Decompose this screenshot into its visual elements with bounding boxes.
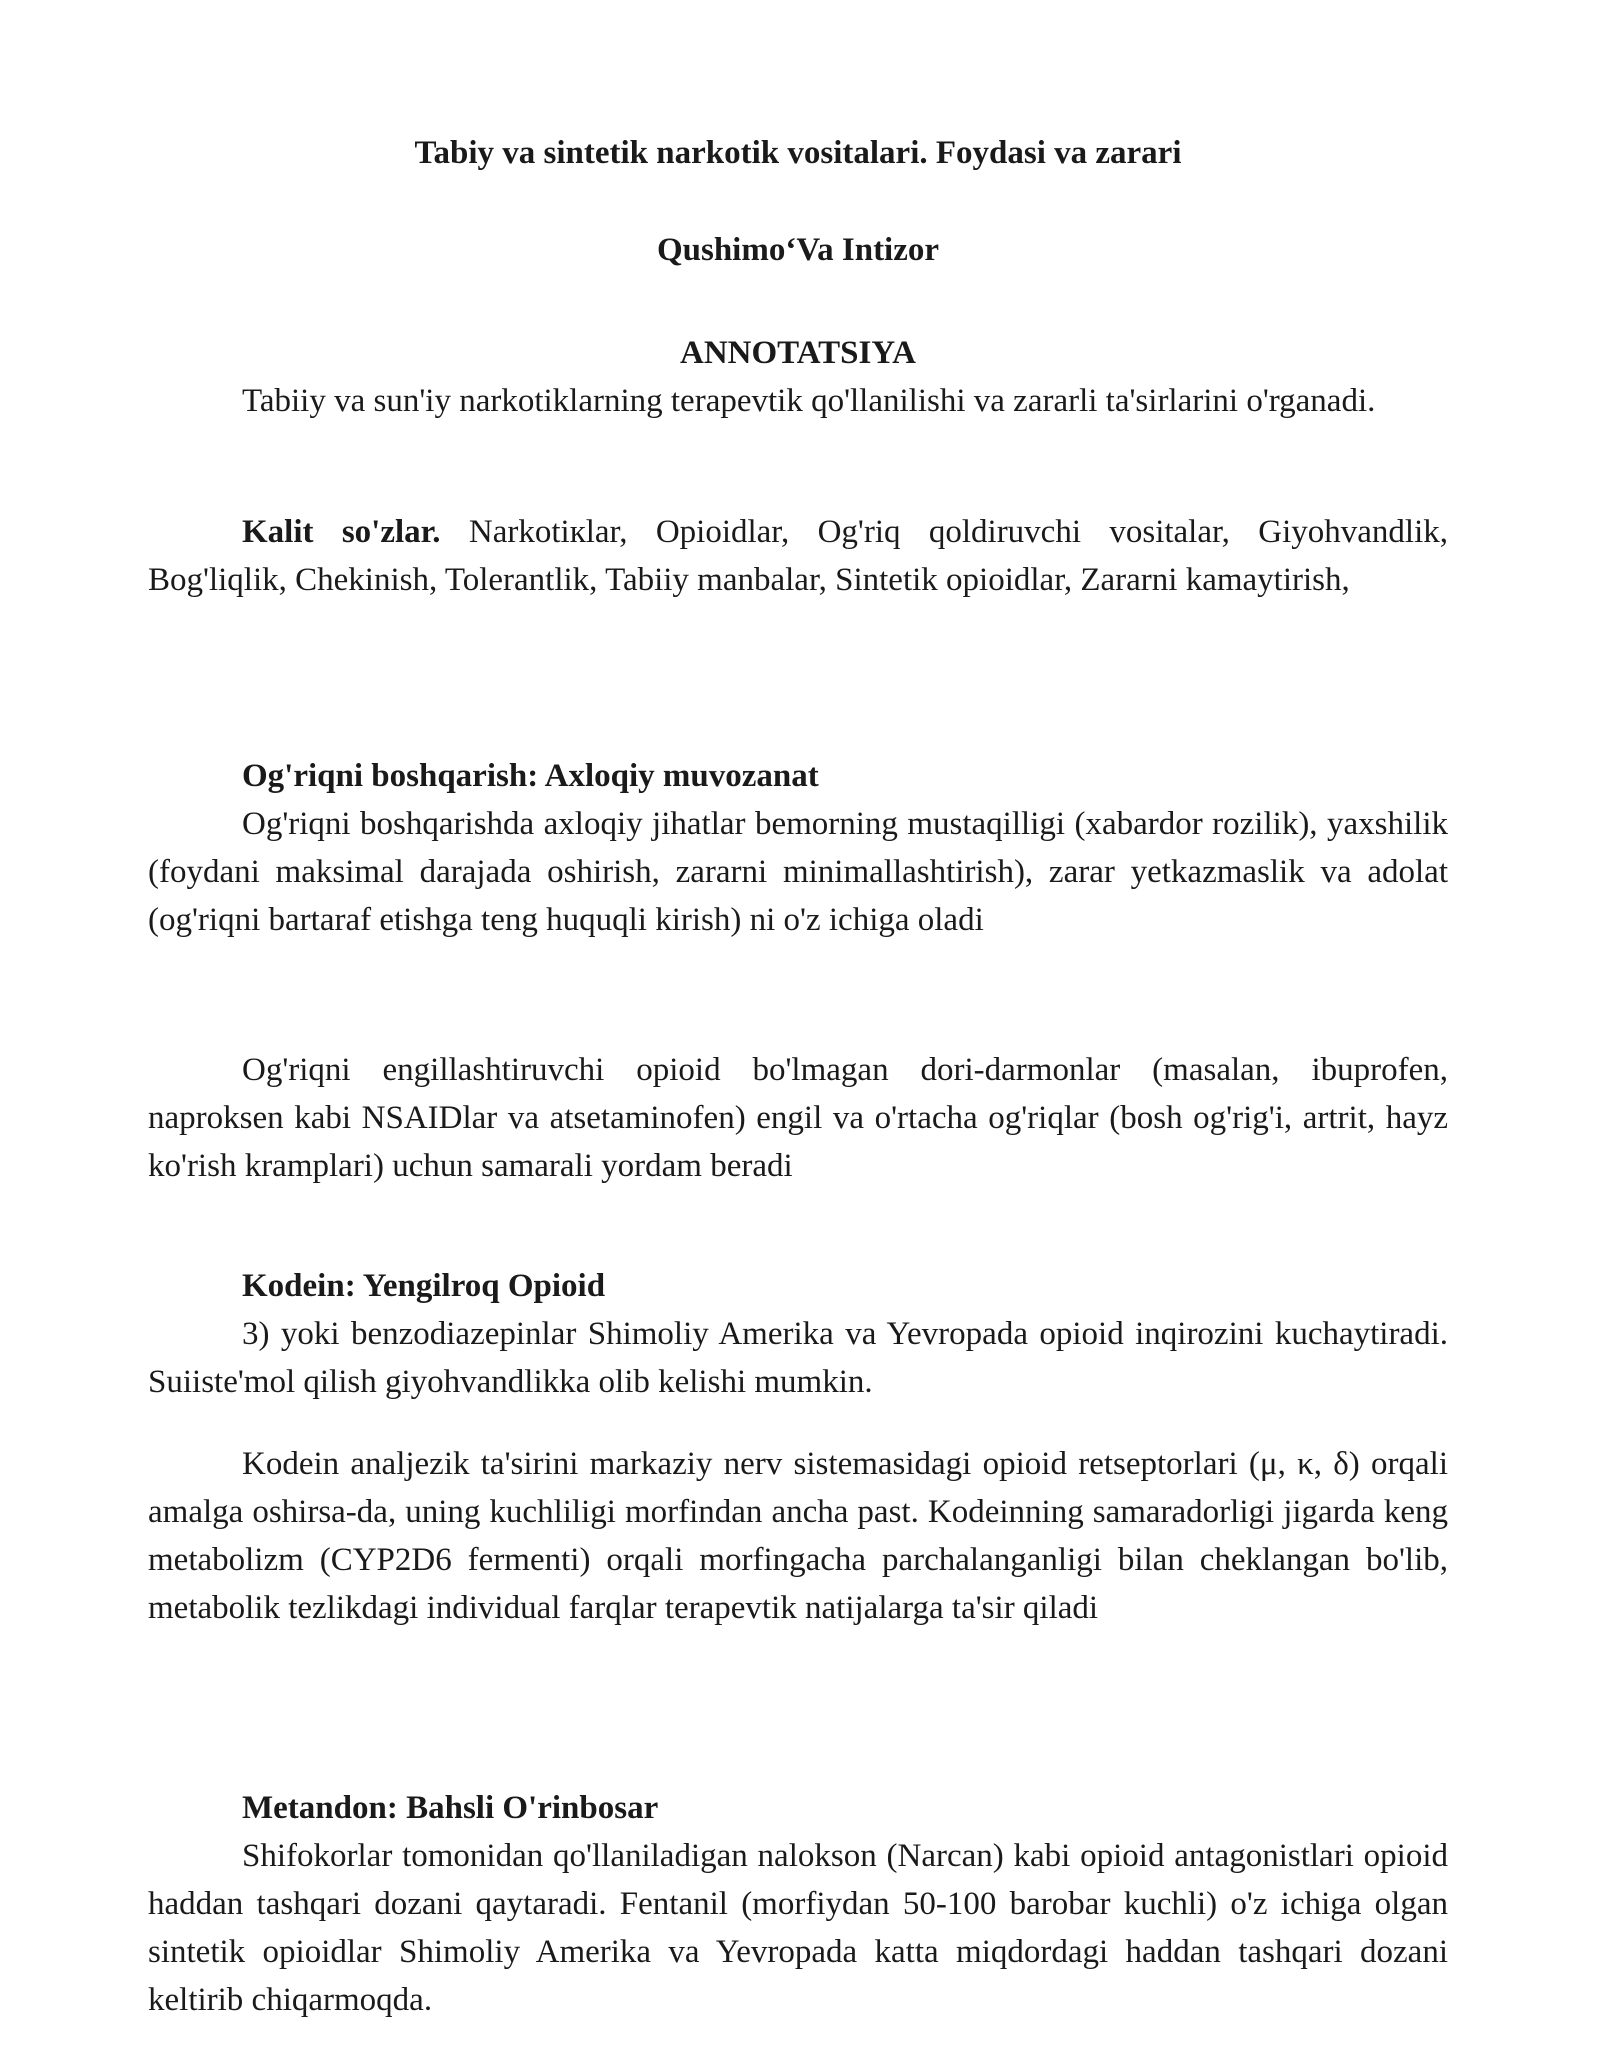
annotation-text: Tabiiy va sun'iy narkotiklarning terapevtik qo'llanilishi va zararli ta'sirlarini o'rganadi.: [242, 383, 1376, 419]
annotation-heading: ANNOTATSIYA: [680, 335, 916, 371]
section-heading-methadone: Metandon: Bahsli O'rinbosar: [242, 1790, 659, 1826]
paragraph-codeine-mechanism: Kodein analjezik ta'sirini markaziy nerv sistemasidagi opioid retseptorlari (μ, κ, δ) orqali amalga oshirsa-da, uning kuchliligi morfindan ancha past. Kodeinning samaradorligi jigarda keng metabolizm (CYP2D6 fermenti) orqali morfingacha parchalanganligi bilan cheklangan bo'lib, metabolik tezlikdagi individual farqlar terapevtik natijalarga ta'sir qiladi: [148, 1446, 1448, 1626]
paragraph-pain-ethics: Og'riqni boshqarishda axloqiy jihatlar bemorning mustaqilligi (xabardor rozilik), yaxshilik (foydani maksimal darajada oshirish, zararni minimallashtirish), zarar yetkazmaslik va adolat (og'riqni bartaraf etishga teng huquqli kirish) ni o'z ichiga oladi: [148, 806, 1448, 938]
document-title: Tabiy va sintetik narkotik vositalari. Foydasi va zarari: [414, 135, 1182, 171]
paragraph-non-opioid: Og'riqni engillashtiruvchi opioid bo'lmagan dori-darmonlar (masalan, ibuprofen, naproksen kabi NSAIDlar va atsetaminofen) engil va o'rtacha og'riqlar (bosh og'rig'i, artrit, hayz ko'rish kramplari) uchun samarali yordam beradi: [148, 1052, 1448, 1184]
paragraph-methadone: Shifokorlar tomonidan qo'llaniladigan nalokson (Narcan) kabi opioid antagonistlari opioid haddan tashqari dozani qaytaradi. Fentanil (morfiydan 50-100 barobar kuchli) o'z ichiga olgan sintetik opioidlar Shimoliy Amerika va Yevropada katta miqdordagi haddan tashqari dozani keltirib chiqarmoqda.: [148, 1838, 1448, 2018]
paragraph-codeine-intro: 3) yoki benzodiazepinlar Shimoliy Amerika va Yevropada opioid inqirozini kuchaytiradi. Suiiste'mol qilish giyohvandlikka olib kelishi mumkin.: [148, 1316, 1448, 1400]
section-heading-pain-ethics: Og'riqni boshqarish: Axloqiy muvozanat: [242, 758, 819, 794]
keywords-paragraph: [148, 508, 1448, 604]
author-name: Qushimo‘Va Intizor: [656, 232, 940, 268]
section-heading-codeine: Kodein: Yengilroq Opioid: [242, 1268, 606, 1304]
keywords-text: Narkotiкlar, Opioidlar, Og'riq qoldiruvchi vositalar, Giyohvandlik, Bog'liqlik, Chekinish, Tolerantlik, Tabiiy manbalar, Sintetik opioidlar, Zararni kamaytirish,: [148, 514, 1448, 598]
keywords-label: Kalit so'zlar.: [242, 514, 441, 550]
